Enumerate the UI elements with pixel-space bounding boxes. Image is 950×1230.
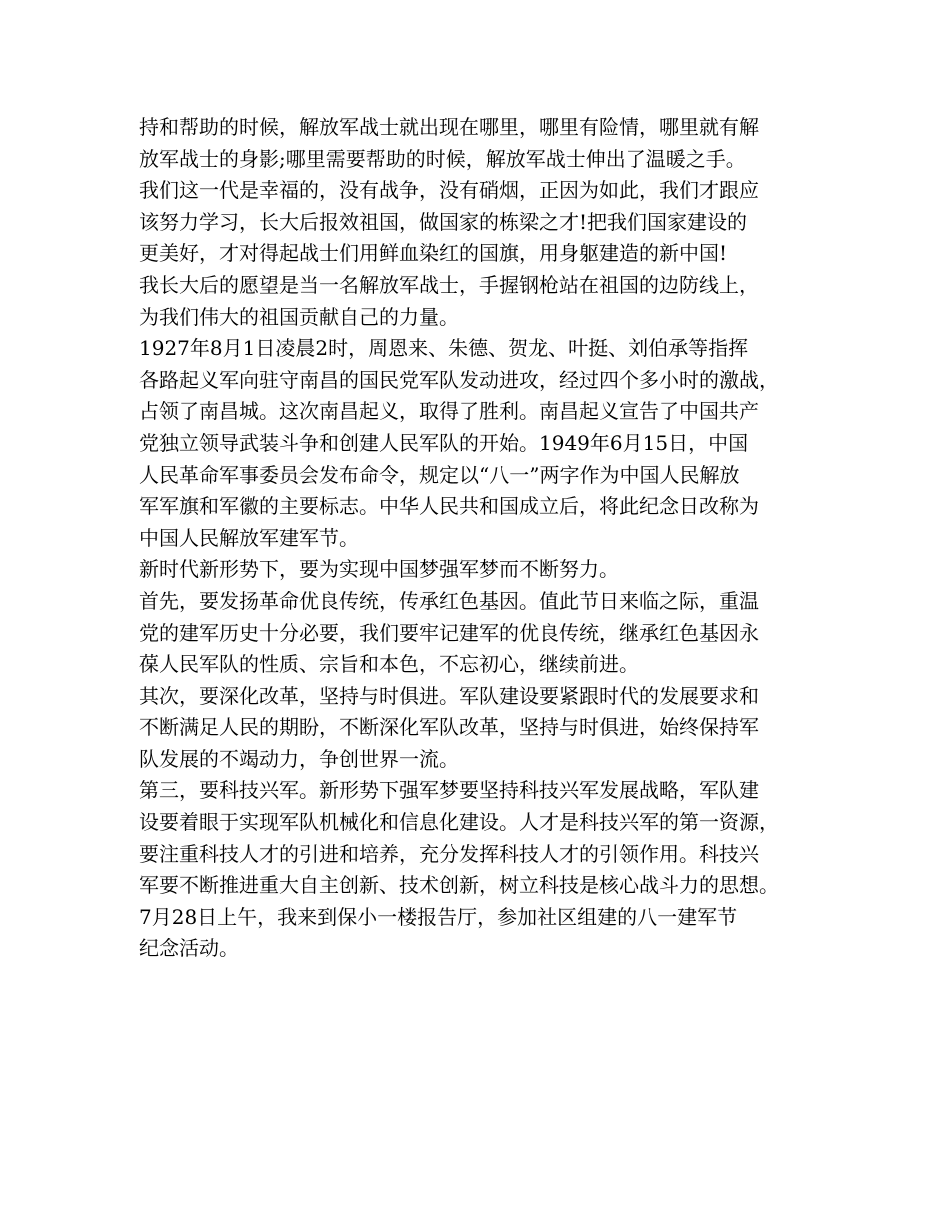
paragraph-2: 我们这一代是幸福的，没有战争，没有硝烟，正因为如此，我们才跟应 该努力学习，长大后报效祖国，做国家的栋梁之才!把我们国家建设的 更美好，才对得起战士们用鲜血染红的国旗，用身躯建造的新中国! xyxy=(139,178,759,266)
paragraph-8: 第三，要科技兴军。新形势下强军梦要坚持科技兴军发展战略，军队建 设要着眼于实现军队机械化和信息化建设。人才是科技兴军的第一资源， 要注重科技人才的引进和培养，充分发挥科技人才的引领作用。科技兴 军要不断推进重大自主创新、技术创新，树立科技是核心战斗力的思想。 xyxy=(139,778,779,898)
paragraph-9: 7月28日上午，我来到保小一楼报告厅，参加社区组建的八一建军节 纪念活动。 xyxy=(139,904,738,961)
paragraph-6: 首先，要发扬革命优良传统，传承红色基因。值此节日来临之际，重温 党的建军历史十分必要，我们要牢记建军的优良传统，继承红色基因永 葆人民军队的性质、宗旨和本色，不忘初心，继续前进。 xyxy=(139,588,759,677)
paragraph-5: 新时代新形势下，要为实现中国梦强军梦而不断努力。 xyxy=(139,557,619,582)
paragraph-3: 我长大后的愿望是当一名解放军战士，手握钢枪站在祖国的边防线上， 为我们伟大的祖国贡献自己的力量。 xyxy=(139,272,759,329)
paragraph-7: 其次，要深化改革，坚持与时俱进。军队建设要紧跟时代的发展要求和 不断满足人民的期盼，不断深化军队改革，坚持与时俱进，始终保持军 队发展的不竭动力，争创世界一流。 xyxy=(139,683,759,771)
document-body xyxy=(139,112,829,965)
paragraph-4: 1927年8月1日凌晨2时，周恩来、朱德、贺龙、叶挺、刘伯承等指挥 各路起义军向驻守南昌的国民党军队发动进攻，经过四个多小时的激战， 占领了南昌城。这次南昌起义，取得了胜利。南昌起义宣告了中国共产 党独立领导武装斗争和创建人民军队的开始。1949年6月15日，中国 人民革命军事委员会发布命令，规定以“八一”两字作为中国人民解放 军军旗和军徽的主要标志。中华人民共和国成立后，将此纪念日改称为 中国人民解放军建军节。 xyxy=(139,336,779,550)
paragraph-1: 持和帮助的时候，解放军战士就出现在哪里，哪里有险情，哪里就有解 放军战士的身影;哪里需要帮助的时候，解放军战士伸出了温暖之手。 xyxy=(139,115,759,171)
